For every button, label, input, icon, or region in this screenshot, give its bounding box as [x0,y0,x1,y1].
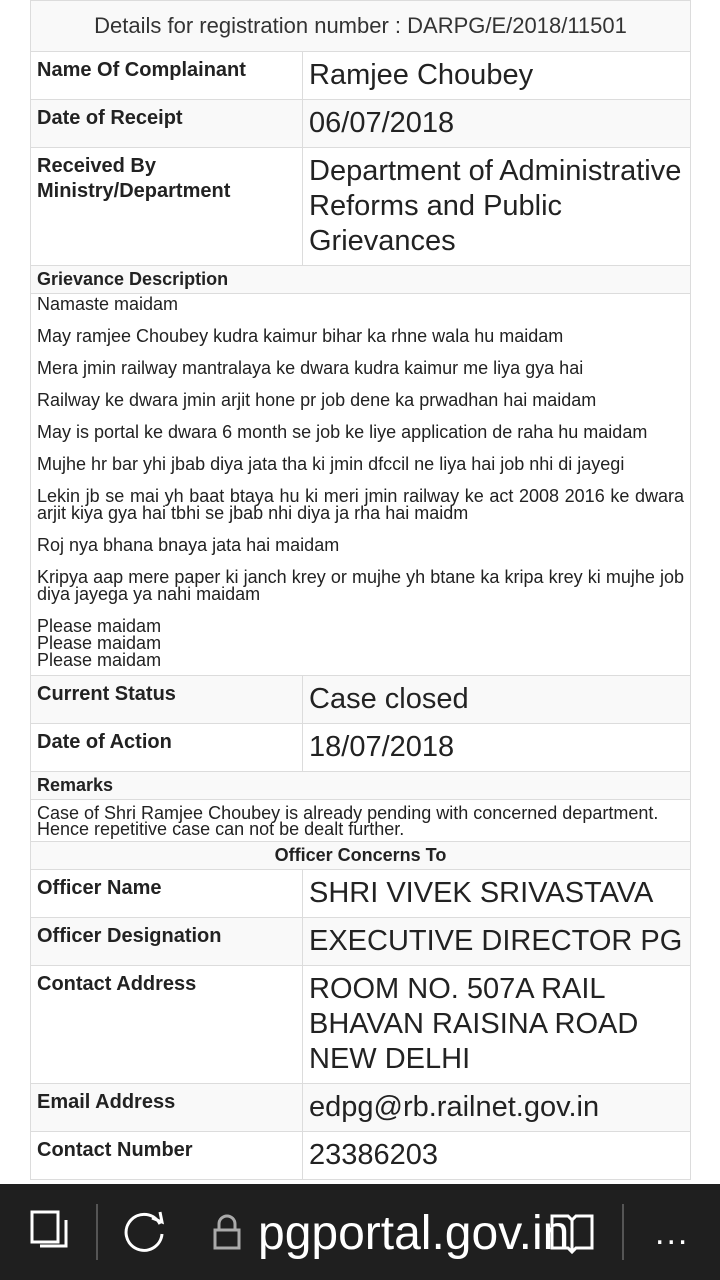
row-email-address [31,1084,691,1132]
remarks-text: Case of Shri Ramjee Choubey is already pending with concerned department. Hence repetitive case can not be dealt further. [31,800,691,842]
label-contact-number: Contact Number [31,1132,303,1180]
more-icon[interactable]: ... [655,1214,690,1252]
value-officer-name: SHRI VIVEK SRIVASTAVA [303,870,691,918]
row-grievance-text [31,294,691,676]
address-bar-url[interactable]: pgportal.gov.in [258,1207,570,1260]
label-date-of-receipt: Date of Receipt [31,100,303,148]
grievance-closing-line: Please maidam [37,616,162,636]
row-name-of-complainant [31,52,691,100]
value-contact-number: 23386203 [303,1132,691,1180]
row-contact-number [31,1132,691,1180]
grievance-line: Mera jmin railway mantralaya ke dwara kudra kaimur me liya gya hai [37,358,584,378]
value-contact-address: ROOM NO. 507A RAIL BHAVAN RAISINA ROAD NEW DELHI [303,966,691,1084]
grievance-closing [37,618,684,669]
table-header-row [31,1,691,52]
remarks-label: Remarks [31,772,691,800]
browser-bottom-bar [0,1184,720,1280]
row-remarks-label [31,772,691,800]
grievance-closing-line: Please maidam [37,650,162,670]
row-officer-name [31,870,691,918]
officer-concerns-header: Officer Concerns To [31,842,691,870]
row-remarks-text [31,800,691,842]
reading-view-icon[interactable] [548,1210,596,1259]
grievance-line: May ramjee Choubey kudra kaimur bihar ka rhne wala hu maidam [37,326,564,346]
row-date-of-receipt [31,100,691,148]
grievance-description-text [31,294,691,676]
value-date-of-action: 18/07/2018 [303,724,691,772]
row-current-status [31,676,691,724]
grievance-line: May is portal ke dwara 6 month se job ke liye application de raha hu maidam [37,422,648,442]
tabs-icon[interactable] [30,1210,70,1259]
value-date-of-receipt: 06/07/2018 [303,100,691,148]
value-name-of-complainant: Ramjee Choubey [303,52,691,100]
label-date-of-action: Date of Action [31,724,303,772]
row-contact-address [31,966,691,1084]
label-officer-name: Officer Name [31,870,303,918]
registration-details-table [30,0,691,1180]
registration-header: Details for registration number : DARPG/E/2018/11501 [31,1,691,52]
value-received-by: Department of Administrative Reforms and Public Grievances [303,148,691,266]
grievance-line: Roj nya bhana bnaya jata hai maidam [37,535,340,555]
label-name-of-complainant: Name Of Complainant [31,52,303,100]
lock-icon [212,1214,242,1257]
value-officer-designation: EXECUTIVE DIRECTOR PG [303,918,691,966]
label-email-address: Email Address [31,1084,303,1132]
label-current-status: Current Status [31,676,303,724]
toolbar-divider [622,1204,624,1260]
value-email-address[interactable]: edpg@rb.railnet.gov.in [303,1084,691,1132]
row-officer-header [31,842,691,870]
row-date-of-action [31,724,691,772]
value-current-status: Case closed [303,676,691,724]
row-officer-designation [31,918,691,966]
row-grievance-label [31,266,691,294]
grievance-description-label: Grievance Description [31,266,691,294]
grievance-closing-line: Please maidam [37,633,162,653]
grievance-line: Namaste maidam [37,294,179,314]
grievance-line: Mujhe hr bar yhi jbab diya jata tha ki jmin dfccil ne liya hai job nhi di jayegi [37,454,625,474]
label-contact-address: Contact Address [31,966,303,1084]
label-received-by: Received By Ministry/Department [31,148,303,266]
grievance-line: Kripya aap mere paper ki janch krey or mujhe yh btane ka kripa krey ki mujhe job diya jayega ya nahi maidam [37,567,684,604]
label-officer-designation: Officer Designation [31,918,303,966]
row-received-by [31,148,691,266]
grievance-line: Railway ke dwara jmin arjit hone pr job dene ka prwadhan hai maidam [37,390,597,410]
grievance-line: Lekin jb se mai yh baat btaya hu ki meri jmin railway ke act 2008 2016 ke dwara arjit kiya gya hai tbhi se jbab nhi diya ja rha hai maidm [37,486,684,523]
toolbar-divider [96,1204,98,1260]
refresh-icon[interactable] [122,1208,170,1261]
